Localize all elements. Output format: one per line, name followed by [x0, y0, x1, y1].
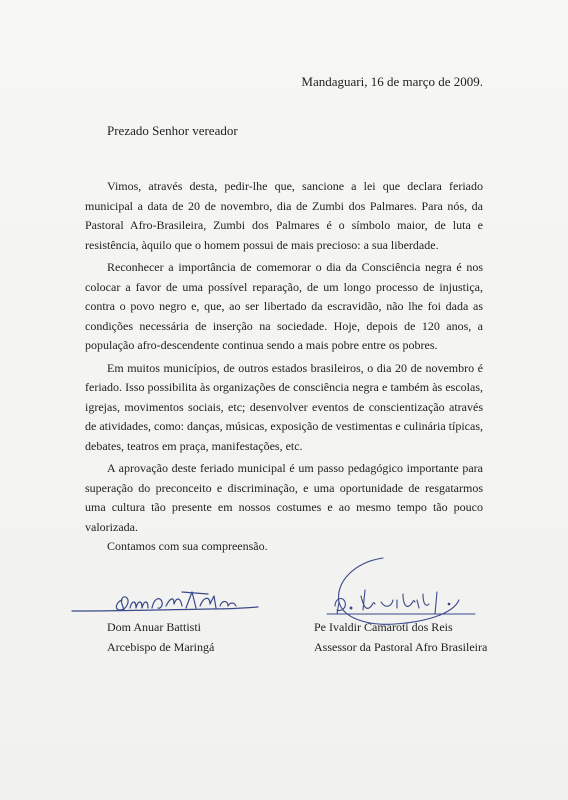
signer-right-title: Assessor da Pastoral Afro Brasileira — [314, 640, 488, 654]
body-paragraph-2: Reconhecer a importância de comemorar o dia da Consciência negra é nos colocar a favor de uma possível reparação, de um longo processo de injustiça, contra o povo negro e, que, ao ser libertado da escravidão, não lhe foi dada as condições necessária de inserção na sociedade. Hoje, depois de 120 anos, a população afro-descendente continua sendo a mais pobre entre os pobres. — [85, 260, 483, 352]
letter-body — [85, 177, 483, 540]
body-paragraph-4: A aprovação deste feriado municipal é um passo pedagógico importante para superação do preconceito e discriminação, e uma oportunidade de resgatarmos uma cultura tão presente em nossos costumes e ao mesmo tempo tão pouco valorizada. — [85, 461, 483, 534]
body-paragraph-1: Vimos, através desta, pedir-lhe que, sancione a lei que declara feriado municipal a data de 20 de novembro, dia de Zumbi dos Palmares. Para nós, da Pastoral Afro-Brasileira, Zumbi dos Palmares é o símbolo maior, de luta e resistência, àquilo que o homem possui de mais precioso: a sua liberdade. — [85, 179, 483, 252]
body-paragraph-3: Em muitos municípios, de outros estados brasileiros, o dia 20 de novembro é feriado. Isso possibilita às organizações de consciência negra e também às escolas, igrejas, movimentos sociais, etc; desenvolver eventos de conscientização através de atividades, como: danças, músicas, exposição de vestimentas e culinária típicas, debates, teatros em praça, manifestações, etc. — [85, 360, 483, 453]
letter-date: Mandaguari, 16 de março de 2009. — [301, 74, 483, 89]
signer-left — [107, 617, 214, 657]
signer-right — [314, 617, 487, 657]
salutation: Prezado Senhor vereador — [107, 123, 238, 138]
signer-right-name: Pe Ivaldir Camaroti dos Reis — [314, 620, 453, 634]
signer-left-title: Arcebispo de Maringá — [107, 640, 215, 654]
closing-line: Contamos com sua compreensão. — [107, 539, 268, 553]
signer-left-name: Dom Anuar Battisti — [107, 620, 201, 634]
